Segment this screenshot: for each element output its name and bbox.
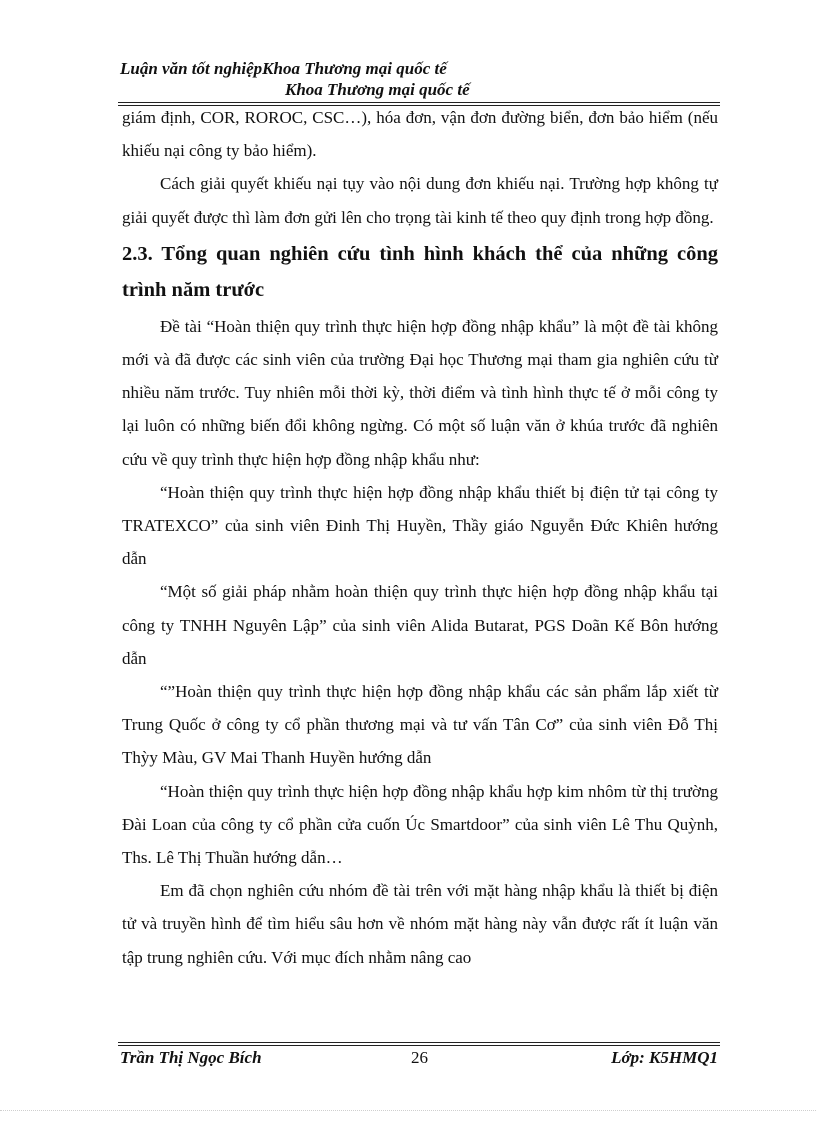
- paragraph: “Một số giải pháp nhằm hoàn thiện quy trình thực hiện hợp đồng nhập khẩu tại công ty TNHH Nguyên Lập” của sinh viên Alida Butarat, PGS Doãn Kế Bôn hướng dẫn: [122, 582, 718, 668]
- page-bottom-edge: [0, 1110, 816, 1111]
- footer-class: Lớp: K5HMQ1: [611, 1048, 718, 1067]
- footer-author: Trần Thị Ngọc Bích: [120, 1048, 262, 1067]
- paragraph: Em đã chọn nghiên cứu nhóm đề tài trên với mặt hàng nhập khẩu là thiết bị điện tử và truyền hình để tìm hiểu sâu hơn về nhóm mặt hàng này vẫn được rất ít luận văn tập trung nghiên cứu. Với mục đích nhằm nâng cao: [122, 881, 718, 967]
- page-header: [120, 58, 720, 100]
- paragraph: “”Hoàn thiện quy trình thực hiện hợp đồng nhập khẩu các sản phẩm lắp xiết từ Trung Quốc ở công ty cổ phần thương mại và tư vấn Tân Cơ” của sinh viên Đỗ Thị Thỳy Màu, GV Mai Thanh Huyền hướng dẫn: [122, 682, 718, 768]
- paragraph: giám định, COR, ROROC, CSC…), hóa đơn, vận đơn đường biển, đơn bảo hiểm (nếu khiếu nại công ty bảo hiểm).: [122, 108, 718, 161]
- paragraph: “Hoàn thiện quy trình thực hiện hợp đồng nhập khẩu hợp kim nhôm từ thị trường Đài Loan của công ty cổ phần cửa cuốn Úc Smartdoor” của sinh viên Lê Thu Quỳnh, Ths. Lê Thị Thuần hướng dẫn…: [122, 781, 718, 868]
- section-heading: 2.3. Tổng quan nghiên cứu tình hình khách thể của những công trình năm trước: [122, 242, 718, 301]
- paragraph: Đề tài “Hoàn thiện quy trình thực hiện hợp đồng nhập khẩu” là một đề tài không mới và đã được các sinh viên của trường Đại học Thương mại tham gia nghiên cứu từ nhiều năm trước. Tuy nhiên mỗi thời kỳ, thời điểm và tình hình thực tế ở mỗi công ty lại luôn có những biến đổi không ngừng. Có một số luận văn ở khúa trước đã nghiên cứu về quy trình thực hiện hợp đồng nhập khẩu như:: [122, 316, 718, 469]
- page-footer: [120, 1046, 720, 1070]
- header-title: Luận văn tốt nghiệpKhoa Thương mại quốc tế: [120, 59, 447, 78]
- page-body: [122, 101, 718, 974]
- header-department: Khoa Thương mại quốc tế: [285, 80, 470, 99]
- page-number: 26: [411, 1048, 428, 1067]
- paragraph: Cách giải quyết khiếu nại tụy vào nội dung đơn khiếu nại. Trường hợp không tự giải quyết được thì làm đơn gửi lên cho trọng tài kinh tế theo quy định trong hợp đồng.: [122, 174, 718, 227]
- paragraph: “Hoàn thiện quy trình thực hiện hợp đồng nhập khẩu thiết bị điện tử tại công ty TRATEXCO” của sinh viên Đinh Thị Huyền, Thầy giáo Nguyễn Đức Khiên hướng dẫn: [122, 482, 718, 569]
